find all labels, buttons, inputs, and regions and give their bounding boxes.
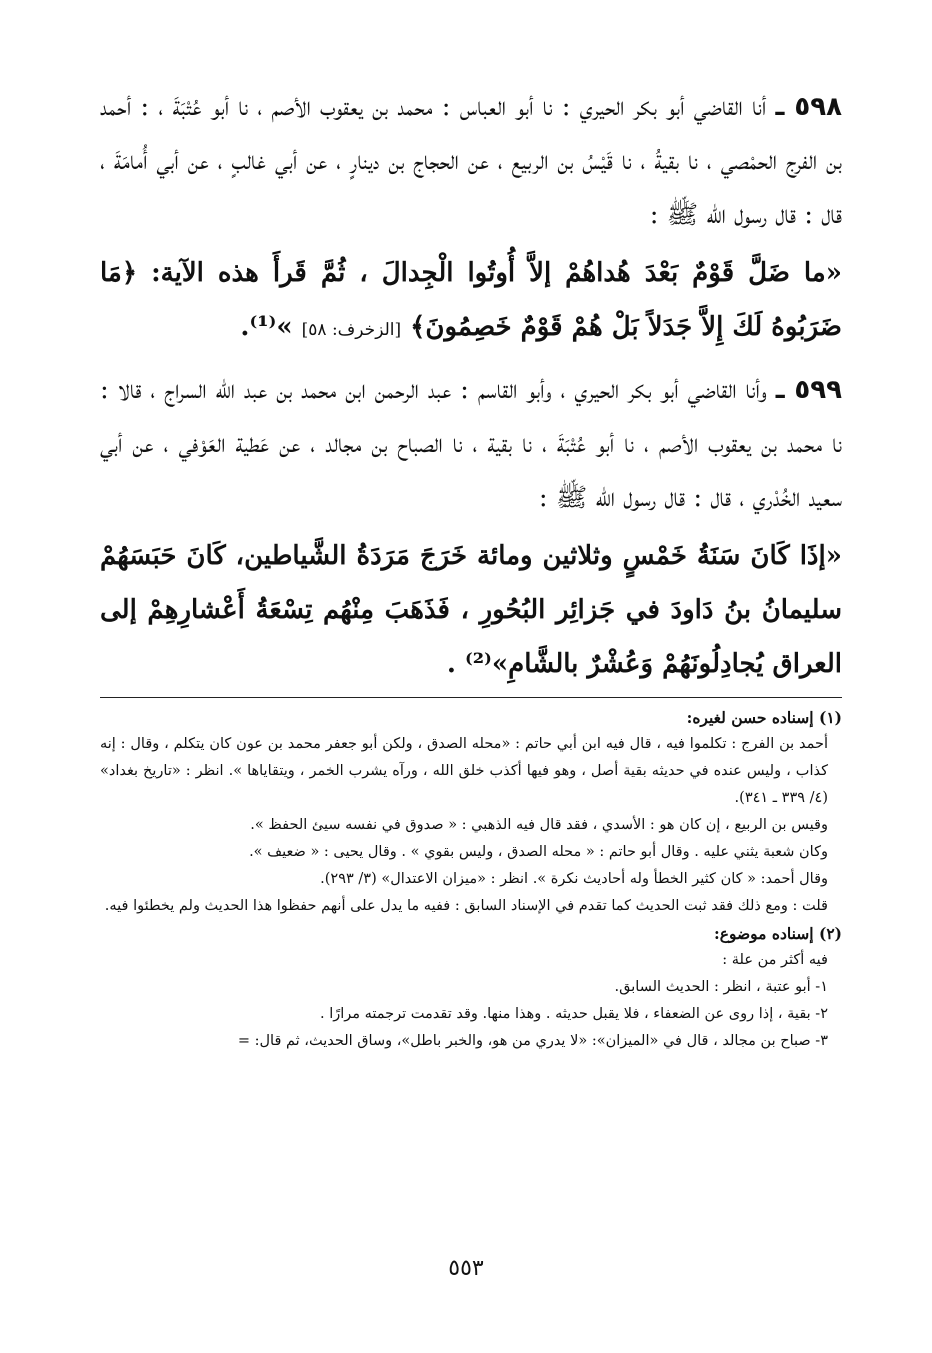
footnote-line: ١- أبو عتبة ، انظر : الحديث السابق. — [614, 979, 828, 995]
hadith-number: ٥٩٨ ـ — [775, 92, 843, 122]
page-body — [100, 80, 842, 1055]
isnad-text: وأنا القاضي أبو بكر الحيري ، وأبو القاسم : عبد الرحمن ابن محمد بن عبد الله السراج ، قالا : نا محمد بن يعقوب الأصم ، نا أبو عُتْبَةَ ، نا بقية ، نا الصباح بن مجالد ، عن عَطية العَوْفي ، عن أبي سعيد الخُدْري ، قال : قال رسول الله ﷺ : — [100, 375, 842, 513]
quran-reference: [الزخرف: ٥٨] — [301, 320, 402, 340]
hadith-number: ٥٩٩ ـ — [775, 375, 843, 405]
footnote-separator — [100, 697, 842, 698]
footnote-line: قلت : ومع ذلك فقد ثبت الحديث كما تقدم في الإسناد السابق : ففيه ما يدل على أنهم حفظوا هذا الحديث ولم يخطئوا فيه. — [104, 898, 828, 914]
footnotes — [100, 704, 842, 1055]
matn-text: «ما ضَلَّ قَوْمٌ بَعْدَ هُداهُمْ إلاَّ أُوتُوا الْجِدالَ ، ثُمَّ قَرأَ هذه الآية: ﴿مَا ضَرَبُوهُ لَكَ إِلاَّ جَدَلاً بَلْ هُمْ قَوْمٌ خَصِمُونَ﴾ — [100, 258, 842, 342]
matn-end: »⁽¹⁾. — [240, 312, 293, 342]
hadith-598-matn — [100, 246, 842, 357]
footnote-line: فيه أكثر من علة : — [722, 952, 828, 968]
footnote-line: أحمد بن الفرج : تكلموا فيه ، قال فيه ابن أبي حاتم : «محله الصدق ، ولكن أبو جعفر محمد بن عون كان يتكلم ، وقال : إنه كذاب ، وليس عنده في حديثه بقية أصل ، وهو فيها أكذب خلق الله ، ورآه يشرب الخمر ، ويتقاياها ». انظر : «تاريخ بغداد» (٤/ ٣٣٩ ـ ٣٤١). — [100, 736, 828, 806]
page-number: ٥٥٣ — [448, 1256, 484, 1281]
footnote-1-heading: (١) إسناده حسن لغيره: — [686, 708, 842, 727]
hadith-598-isnad — [100, 80, 842, 242]
matn-text: «إذَا كَانَ سَنَةُ خَمْسٍ وثلاثين ومائة خَرَجَ مَرَدَةُ الشَّياطين، كَانَ حَبَسَهُمْ سليمانُ بنُ دَاودَ في جَزائِر البُحُورِ ، فَذَهَبَ مِنْهُم تِسْعَةُ أَعْشارِهِمْ إلى العراق يُجادِلُونَهُمْ وَعُشْرٌ بالشَّامِ»⁽²⁾ . — [100, 541, 842, 679]
footnote-2-heading: (٢) إسناده موضوع: — [714, 924, 842, 943]
footnote-line: وكان شعبة يثني عليه . وقال أبو حاتم : « محله الصدق ، وليس بقوي » . وقال يحيى : « ضعيف ». — [249, 844, 828, 860]
footnote-line: وقيس بن الربيع ، إن كان هو : الأسدي ، فقد قال فيه الذهبي : « صدوق في نفسه سيئ الحفظ ». — [250, 817, 828, 833]
footnote-line: ٣- صباح بن مجالد ، قال في «الميزان»: «لا يدري من هو، والخبر باطل»، وساق الحديث، ثم قال: = — [237, 1033, 828, 1049]
isnad-text: أنا القاضي أبو بكر الحيري : نا أبو العباس : محمد بن يعقوب الأصم ، نا أبو عُتْبَةَ ، : أحمد بن الفرج الحمْصي ، نا بقيةُ ، نا قَيْسُ بن الربيع ، عن الحجاج بن دينارٍ ، عن أبي غالبٍ ، عن أبي أُمامَةَ ، قال : قال رسول الله ﷺ : — [100, 92, 842, 230]
hadith-599-matn — [100, 529, 842, 691]
footnote-line: ٢- بقية ، إذا روى عن الضعفاء ، فلا يقبل حديثه . وهذا منها. وقد تقدمت ترجمته مرارًا . — [319, 1006, 828, 1022]
footnote-line: وقال أحمد: « كان كثير الخطأ وله أحاديث نكرة ». انظر : «ميزان الاعتدال» (٣/ ٢٩٣). — [320, 871, 828, 887]
hadith-599-isnad — [100, 363, 842, 525]
